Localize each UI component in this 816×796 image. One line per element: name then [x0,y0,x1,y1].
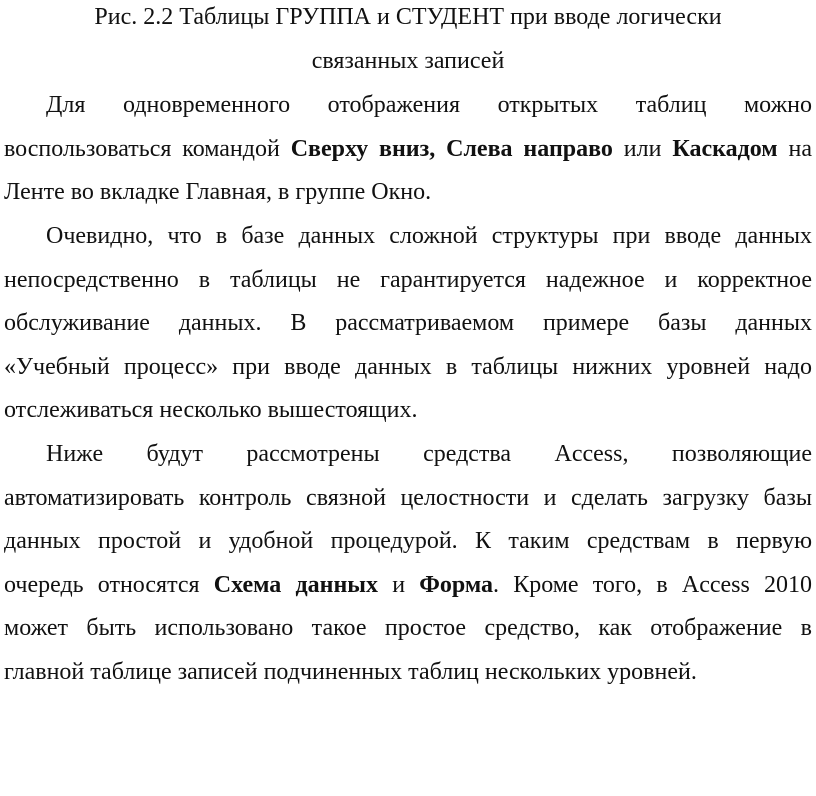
paragraph-line: Ниже будут рассмотрены средства Access, позволяющие [46,441,812,467]
bold-term: Схема данных [213,571,379,598]
paragraph-window-commands [4,84,812,215]
paragraph-line: «Учебный процесс» при вводе данных в таблицы нижних уровней надо [4,353,812,380]
text-run: очередь относятся [4,571,214,598]
paragraph-access-tools [4,433,812,694]
caption-line-2: связанных записей [311,47,505,74]
paragraph-line: автоматизировать контроль связной целостности и сделать загрузку базы [4,484,812,511]
paragraph-line: может быть использовано такое простое средство, как отображение в [4,615,812,641]
bold-term: Форма [419,571,494,598]
paragraph-line: отслеживаться несколько вышестоящих. [4,397,418,423]
paragraph-data-integrity [4,215,812,433]
bold-command-name: Сверху вниз, Слева направо [290,135,613,162]
paragraph-line: главной таблице записей подчиненных таблиц нескольких уровней. [4,658,697,685]
caption-line-1: Рис. 2.2 Таблицы ГРУППА и СТУДЕНТ при вводе логически [94,4,722,30]
text-run: . Кроме того, в Access 2010 [493,571,813,598]
paragraph-line [4,128,812,172]
paragraph-line: непосредственно в таблицы не гарантируется надежное и корректное [4,266,812,293]
text-run: или [612,135,673,162]
paragraph-line: Ленте во вкладке Главная, в группе Окно. [4,179,432,205]
paragraph-line: Для одновременного отображения открытых таблиц можно [46,92,812,118]
figure-caption [0,0,816,83]
bold-command-name: Каскадом [672,135,778,162]
text-run: на [777,135,812,162]
text-run: воспользоваться командой [4,135,291,162]
text-run: и [378,571,420,598]
paragraph-line: Очевидно, что в базе данных сложной структуры при вводе данных [46,223,812,249]
paragraph-line: данных простой и удобной процедурой. К таким средствам в первую [4,528,812,554]
paragraph-line [4,564,812,608]
paragraph-line: обслуживание данных. В рассматриваемом примере базы данных [4,310,812,336]
